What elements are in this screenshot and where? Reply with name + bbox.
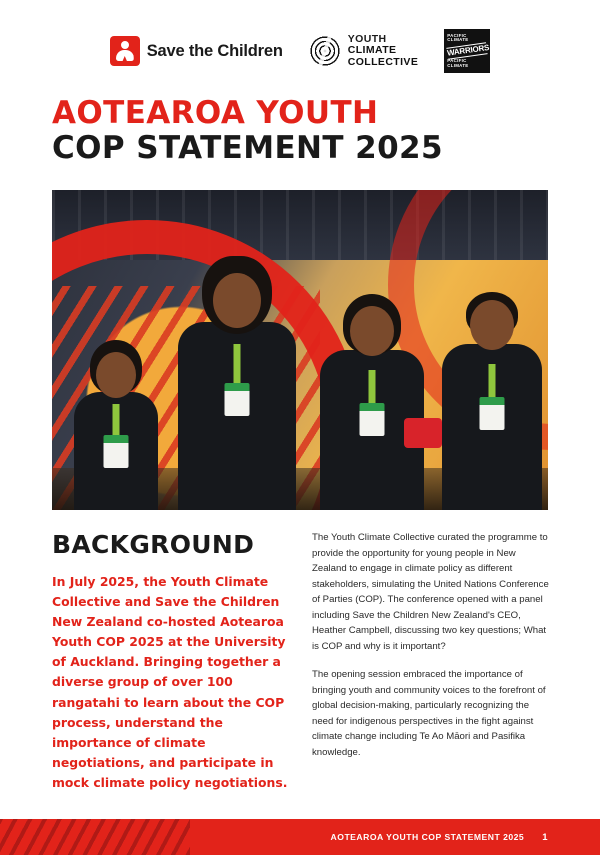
background-lede-paragraph: In July 2025, the Youth Climate Collective and Save the Children New Zealand co-hosted Aotearoa Youth COP 2025 at the University of Auckland. Bringing together a diverse group of over 100 rangatahi to learn about the COP process, understand the importance of climate negotiations, and participate in mock climate policy negotiations. [52,574,288,790]
background-right-column [312,530,550,773]
pacific-climate-warriors-logo [444,29,490,73]
hero-person-1-badge [104,435,129,468]
background-paragraph-1: The Youth Climate Collective curated the programme to provide the opportunity for young people in New Zealand to engage in climate policy as different stakeholders, simulating the United Nations Conference of Parties (COP). The conference opened with a panel including Save the Children New Zealand's CEO, Heather Campbell, discussing two key questions; What is COP and why is it important? [312,532,549,652]
pcw-mid-text: WARRIORS [447,42,488,60]
footer-stripe-pattern [0,819,190,855]
hero-photo [52,190,548,510]
section-heading-background: BACKGROUND [52,530,255,559]
hero-person-4-badge [480,397,505,430]
page-title-line-1: AOTEAROA YOUTH [52,95,379,131]
ycc-line-1: YOUTH [347,33,387,45]
ycc-line-2: CLIMATE [347,44,397,57]
logo-bar [0,26,600,76]
page-footer [0,819,600,855]
page-title [52,96,552,165]
hero-person-4 [442,288,542,510]
fingerprint-icon [309,35,341,67]
footer-title: AOTEAROA YOUTH COP STATEMENT 2025 [330,832,525,842]
hero-person-2 [178,262,296,510]
hero-person-4-head [470,300,514,350]
footer-content [331,819,548,855]
save-the-children-wordmark: Save the Children [146,41,283,60]
hero-person-2-lanyard [234,344,241,384]
hero-person-3 [320,294,424,510]
youth-climate-collective-logo [309,34,419,68]
save-the-children-logo [110,36,283,66]
hero-person-1-head [96,352,136,398]
hero-person-4-lanyard [489,364,496,400]
page-title-line-2: COP STATEMENT 2025 [52,129,443,166]
hero-red-bag [404,418,442,448]
hero-person-3-badge [360,403,385,436]
pcw-bottom-text: PACIFIC CLIMATE [447,58,469,68]
hero-person-1 [74,350,158,510]
save-the-children-mark-icon [110,36,140,66]
background-paragraph-2: The opening session embraced the importance of bringing youth and community voices to the forefront of global decision-making, particularly recognizing the need for indigenous perspectives in the fight against climate change including Te Ao Māori and Pasifika knowledge. [312,669,546,758]
hero-person-3-lanyard [369,370,376,406]
hero-person-2-head [213,273,261,328]
youth-climate-collective-wordmark [348,34,419,68]
hero-person-3-head [350,306,394,356]
hero-person-2-badge [225,383,250,416]
ycc-line-3: COLLECTIVE [347,55,419,68]
pcw-top-text: PACIFIC CLIMATE [447,32,469,43]
page-number: 1 [542,831,548,843]
hero-person-1-lanyard [113,404,120,438]
